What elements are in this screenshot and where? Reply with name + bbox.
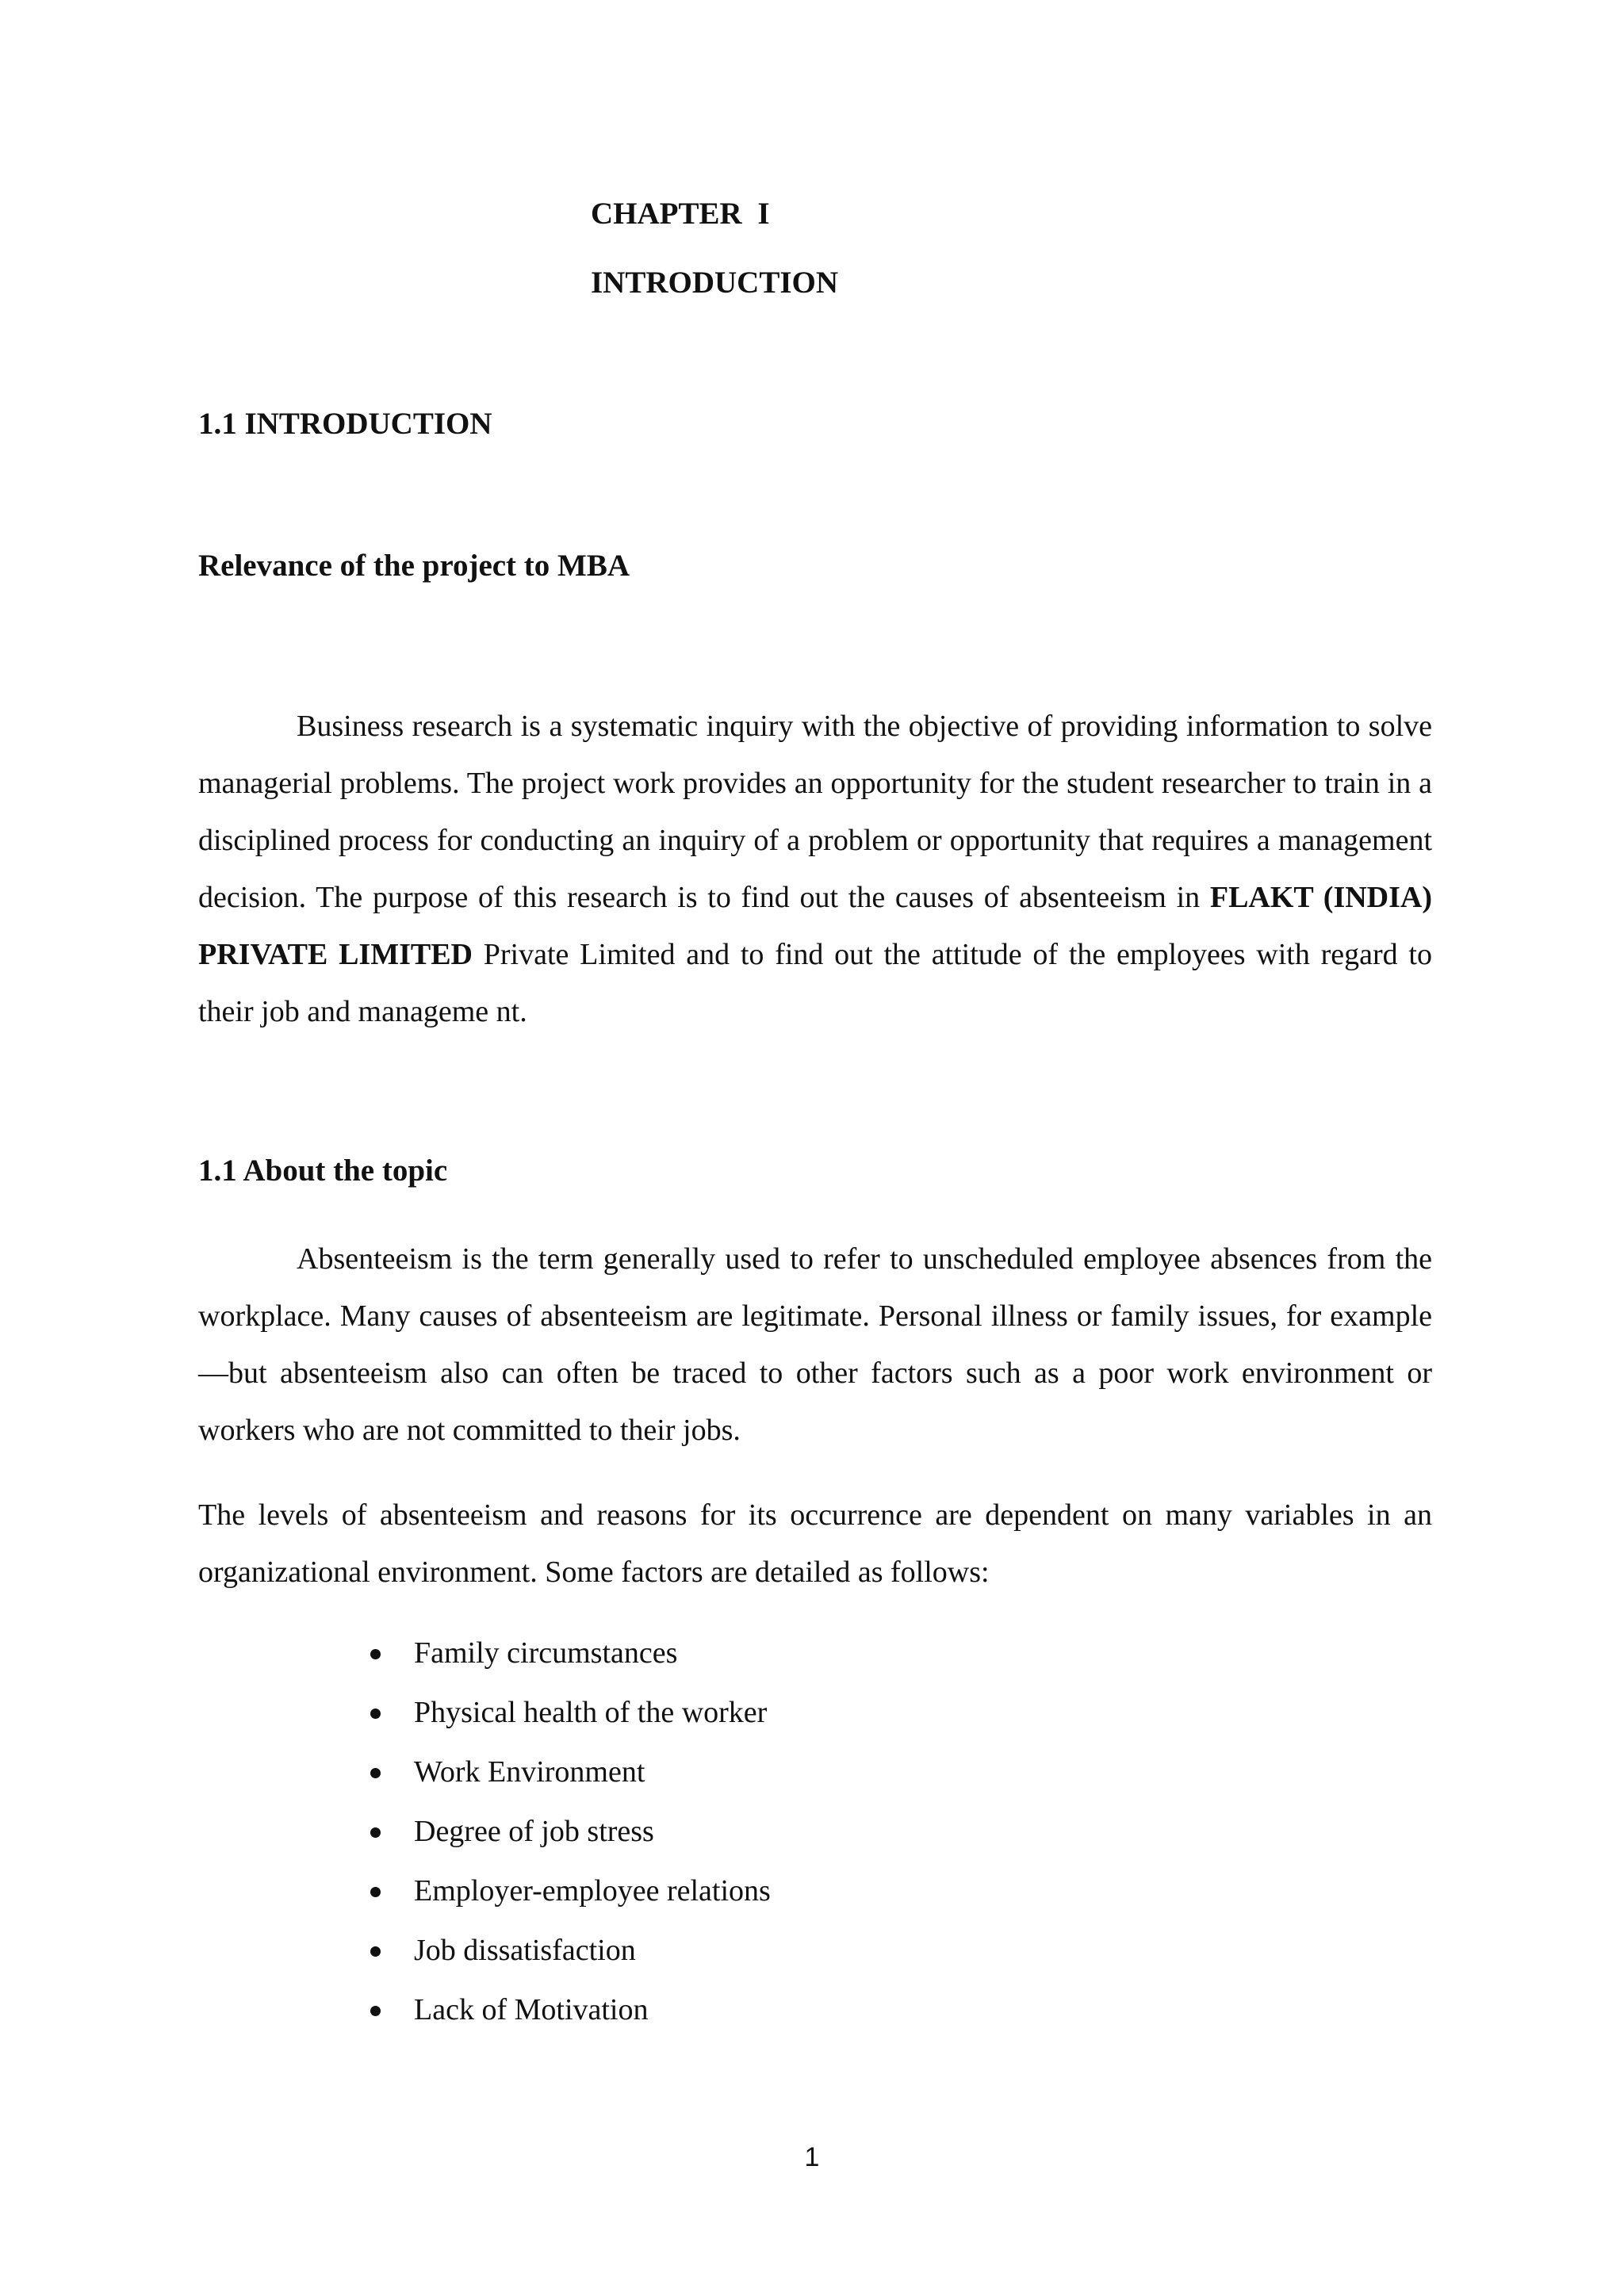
bullet-icon bbox=[370, 2006, 381, 2016]
list-item-text: Family circumstances bbox=[414, 1636, 678, 1670]
company-name: FLAKT (INDIA) PRIVATE LIMITED bbox=[198, 881, 1433, 971]
absenteeism-factors-intro-paragraph: The levels of absenteeism and reasons for its occurrence are dependent on many variables in an organizational environment. Some factors are detailed as follows: bbox=[198, 1498, 1432, 1589]
list-item-text: Job dissatisfaction bbox=[414, 1934, 636, 1967]
chapter-label: CHAPTER I bbox=[591, 197, 770, 231]
list-item bbox=[365, 1921, 771, 1980]
bullet-icon bbox=[370, 1827, 381, 1838]
absenteeism-definition-paragraph: Absenteeism is the term generally used to refer to unscheduled employee absences from the workplace. Many causes of absenteeism are legitimate. Personal illness or family issues, for example—but absenteeism also can often be traced to other factors such as a poor work environment or workers who are not committed to their jobs. bbox=[198, 1242, 1432, 1447]
subheading-about-topic: 1.1 About the topic bbox=[198, 1154, 448, 1188]
bullet-icon bbox=[370, 1649, 381, 1659]
relevance-text-start: Business research is a systematic inquiry with the objective of providing information to solve managerial problems. The project work provides an opportunity for the student researcher to train in a disciplined process for conducting an inquiry of a problem or opportunity that requires a management decision. The purpose of this research is to find out the causes of absenteeism in bbox=[198, 710, 1432, 914]
section-heading-introduction: 1.1 INTRODUCTION bbox=[198, 407, 492, 441]
list-item bbox=[365, 1743, 771, 1802]
list-item-text: Employer-employee relations bbox=[414, 1874, 771, 1908]
list-item bbox=[365, 1624, 771, 1683]
bullet-icon bbox=[370, 1946, 381, 1957]
list-item-text: Work Environment bbox=[414, 1755, 645, 1789]
list-item-text: Degree of job stress bbox=[414, 1815, 654, 1848]
page-number: 1 bbox=[804, 2142, 820, 2172]
chapter-title: INTRODUCTION bbox=[591, 266, 839, 300]
list-item bbox=[365, 1802, 771, 1862]
relevance-text-end: Private Limited and to find out the attitude of the employees with regard to their job and manageme nt. bbox=[198, 938, 1432, 1028]
list-item bbox=[365, 1862, 771, 1921]
list-item-text: Physical health of the worker bbox=[414, 1696, 768, 1729]
subheading-relevance: Relevance of the project to MBA bbox=[198, 549, 630, 583]
list-item bbox=[365, 1683, 771, 1743]
bullet-icon bbox=[370, 1709, 381, 1719]
relevance-paragraph bbox=[198, 698, 1432, 1040]
factors-list bbox=[365, 1624, 771, 2040]
list-item bbox=[365, 1980, 771, 2040]
list-item-text: Lack of Motivation bbox=[414, 1993, 649, 2026]
bullet-icon bbox=[370, 1768, 381, 1778]
bullet-icon bbox=[370, 1887, 381, 1897]
